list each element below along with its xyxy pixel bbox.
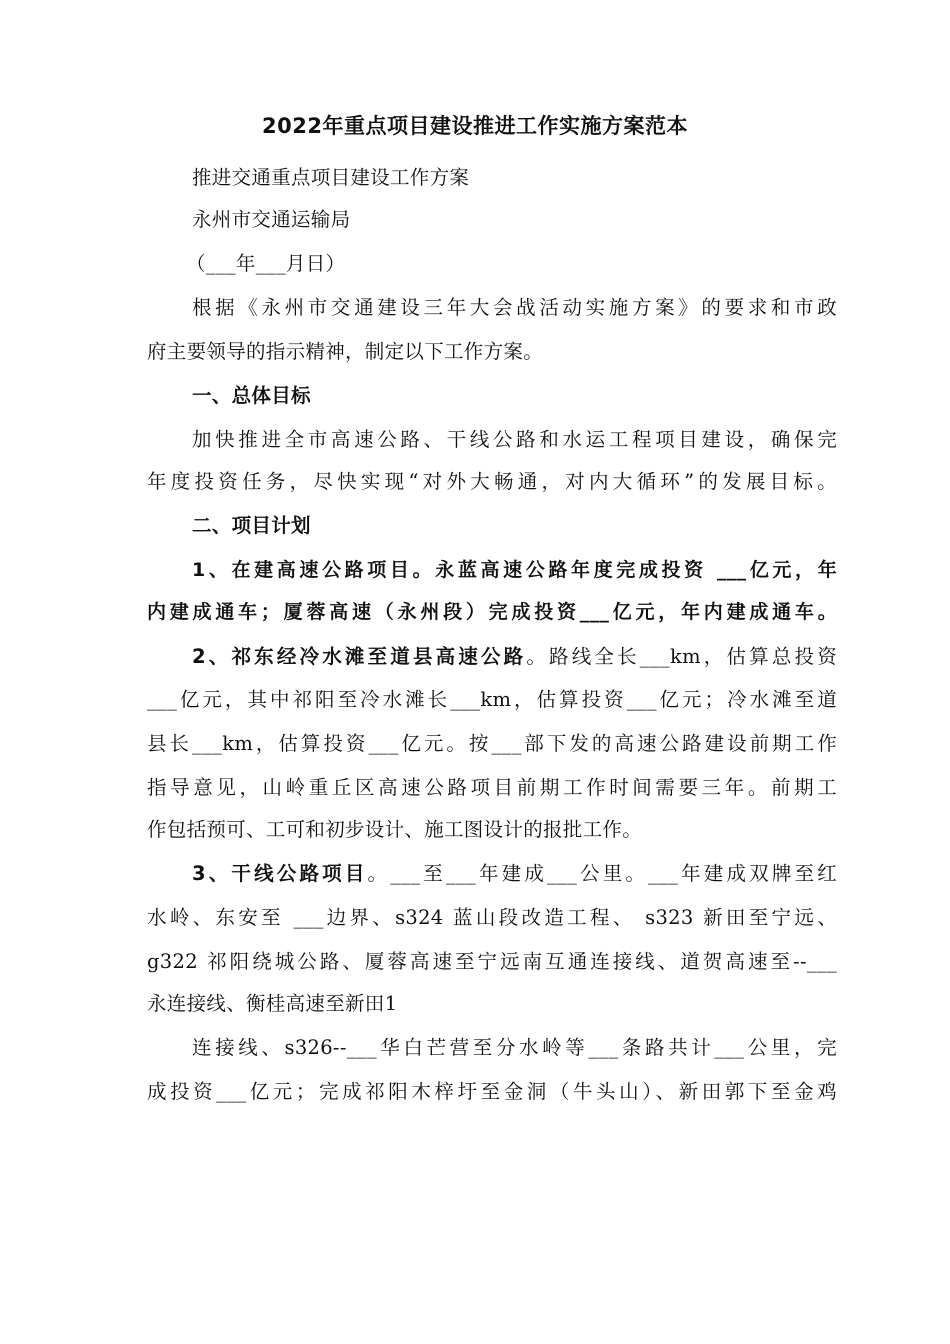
item-1-line-2: 内建成通车；厦蓉高速（永州段）完成投资___亿元，年内建成通车。 xyxy=(147,601,837,623)
item-3-line-4: 永连接线、衡桂高速至新田1 xyxy=(147,992,398,1015)
continuation-line-2: 成投资___亿元；完成祁阳木梓圩至金洞（牛头山）、新田郭下至金鸡 xyxy=(147,1080,837,1103)
item-3-line-2: 水岭、东安至 ___边界、s324 蓝山段改造工程、 s323 新田至宁远、 xyxy=(147,906,837,929)
item-2-line-3: 县长___km，估算投资___亿元。按___部下发的高速公路建设前期工作 xyxy=(147,732,837,755)
item-1-line-1: 1、在建高速公路项目。永蓝高速公路年度完成投资 ___亿元，年 xyxy=(192,559,837,581)
item-2-line-4: 指导意见，山岭重丘区高速公路项目前期工作时间需要三年。前期工 xyxy=(147,776,837,799)
intro-line-2: 府主要领导的指示精神，制定以下工作方案。 xyxy=(147,340,544,363)
section-1-heading: 一、总体目标 xyxy=(192,384,311,407)
item-2-lead: 2、祁东经冷水滩至道县高速公路 xyxy=(192,645,527,668)
organization: 永州市交通运输局 xyxy=(192,208,351,231)
continuation-line-1: 连接线、s326--___华白芒营至分水岭等___条路共计___公里，完 xyxy=(192,1036,837,1059)
item-3-line-1 xyxy=(192,859,837,889)
item-2-line-1 xyxy=(192,642,837,672)
intro-line-1: 根据《永州市交通建设三年大会战活动实施方案》的要求和市政 xyxy=(192,296,837,319)
item-3-lead: 3、干线公路项目 xyxy=(192,862,368,885)
item-3-rest: 。___至___年建成___公里。___年建成双牌至红 xyxy=(367,862,838,885)
item-3-line-3: g322 祁阳绕城公路、厦蓉高速至宁远南互通连接线、道贺高速至--___ xyxy=(147,950,837,973)
item-2-rest: 。路线全长___km，估算总投资 xyxy=(526,645,837,668)
section-1-line-1: 加快推进全市高速公路、干线公路和水运工程项目建设，确保完 xyxy=(192,428,837,451)
date-line: （___年___月日） xyxy=(186,252,346,275)
section-1-line-2: 年度投资任务，尽快实现“对外大畅通，对内大循环”的发展目标。 xyxy=(147,470,837,493)
item-2-line-2: ___亿元，其中祁阳至冷水滩长___km，估算投资___亿元；冷水滩至道 xyxy=(147,688,837,711)
section-2-heading: 二、项目计划 xyxy=(192,514,311,537)
document-title: 2022年重点项目建设推进工作实施方案范本 xyxy=(262,114,688,138)
item-2-line-5: 作包括预可、工可和初步设计、施工图设计的报批工作。 xyxy=(147,818,643,841)
subtitle: 推进交通重点项目建设工作方案 xyxy=(192,166,470,189)
